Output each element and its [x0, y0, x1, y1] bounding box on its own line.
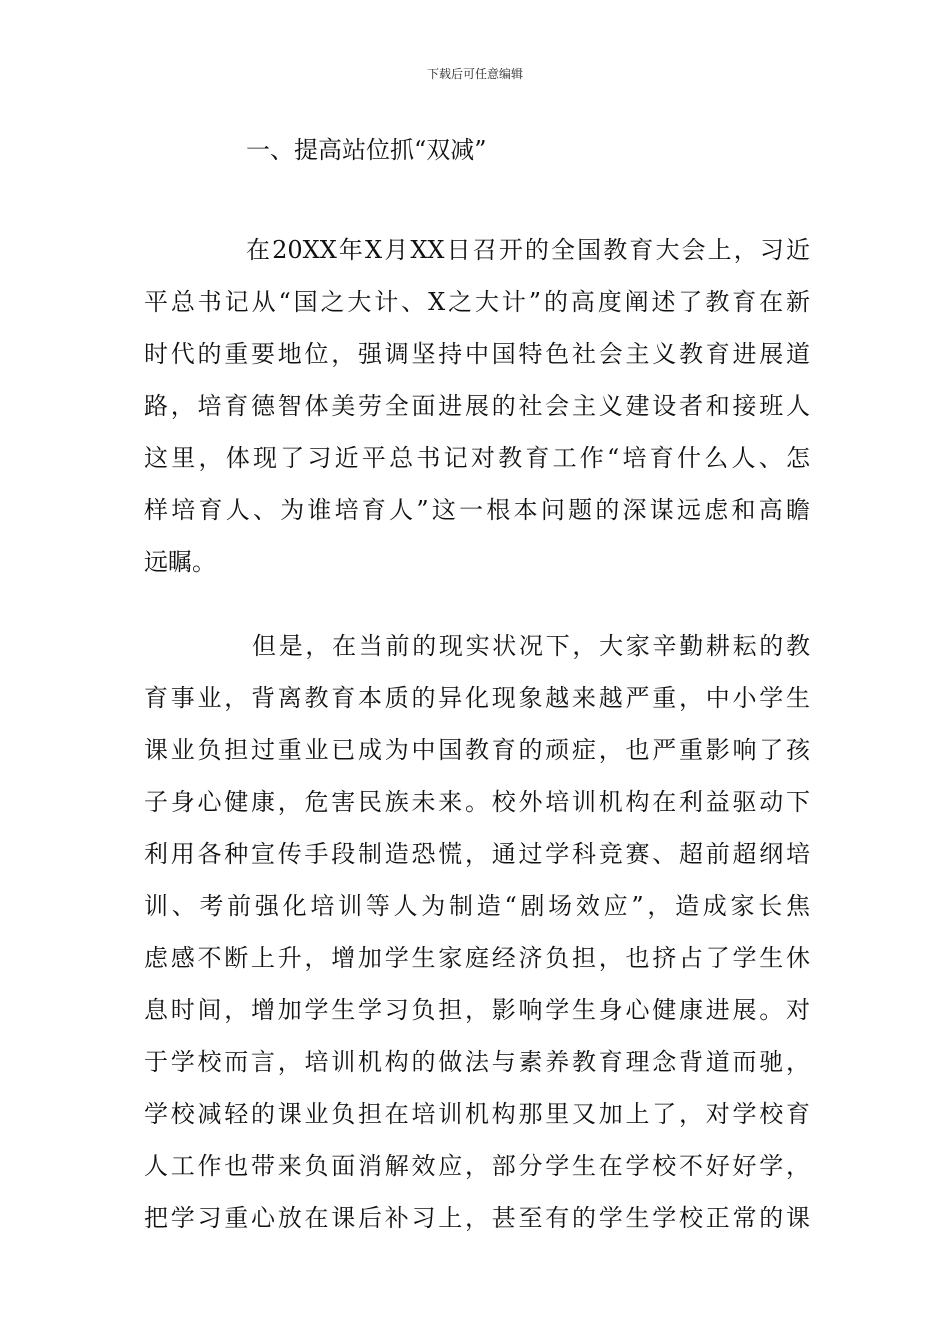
paragraph-line: 平总书记从“国之大计、X之大计”的高度阐述了教育在新 [144, 288, 810, 316]
paragraph-line: 于学校而言，培训机构的做法与素养教育理念背道而驰， [144, 1048, 810, 1076]
paragraph [144, 224, 810, 588]
paragraph-line: 但是，在当前的现实状况下，大家辛勤耕耘的教 [252, 632, 810, 660]
paragraph-line: 育事业，背离教育本质的异化现象越来越严重，中小学生 [144, 684, 810, 712]
paragraph-line: 子身心健康，危害民族未来。校外培训机构在利益驱动下 [144, 788, 810, 816]
paragraph-line: 虑感不断上升，增加学生家庭经济负担，也挤占了学生休 [144, 944, 810, 972]
paragraph-line: 利用各种宣传手段制造恐慌，通过学科竞赛、超前超纲培 [144, 840, 810, 868]
page-header: 下载后可任意编辑 [426, 67, 523, 81]
paragraph-line: 时代的重要地位，强调坚持中国特色社会主义教育进展道 [144, 340, 810, 368]
paragraph-line: 息时间，增加学生学习负担，影响学生身心健康进展。对 [144, 996, 810, 1024]
paragraph-line: 样培育人、为谁培育人”这一根本问题的深谋远虑和高瞻 [144, 496, 810, 524]
paragraph-line: 学校减轻的课业负担在培训机构那里又加上了，对学校育 [144, 1100, 810, 1128]
paragraph-line: 人工作也带来负面消解效应，部分学生在学校不好好学， [144, 1152, 810, 1180]
paragraph-line: 训、考前强化培训等人为制造“剧场效应”，造成家长焦 [144, 892, 810, 920]
paragraph-line: 路，培育德智体美劳全面进展的社会主义建设者和接班人 [144, 392, 810, 420]
paragraph-line: 在20XX年X月XX日召开的全国教育大会上，习近 [246, 236, 810, 264]
section-heading: 一、提高站位抓“双减” [246, 136, 487, 164]
paragraph-line: 远瞩。 [144, 548, 216, 576]
paragraph [144, 620, 810, 1244]
paragraph-line: 这里，体现了习近平总书记对教育工作“培育什么人、怎 [144, 444, 810, 472]
paragraph-line: 把学习重心放在课后补习上，甚至有的学生学校正常的课 [144, 1204, 810, 1232]
paragraph-line: 课业负担过重业已成为中国教育的顽症，也严重影响了孩 [144, 736, 810, 764]
